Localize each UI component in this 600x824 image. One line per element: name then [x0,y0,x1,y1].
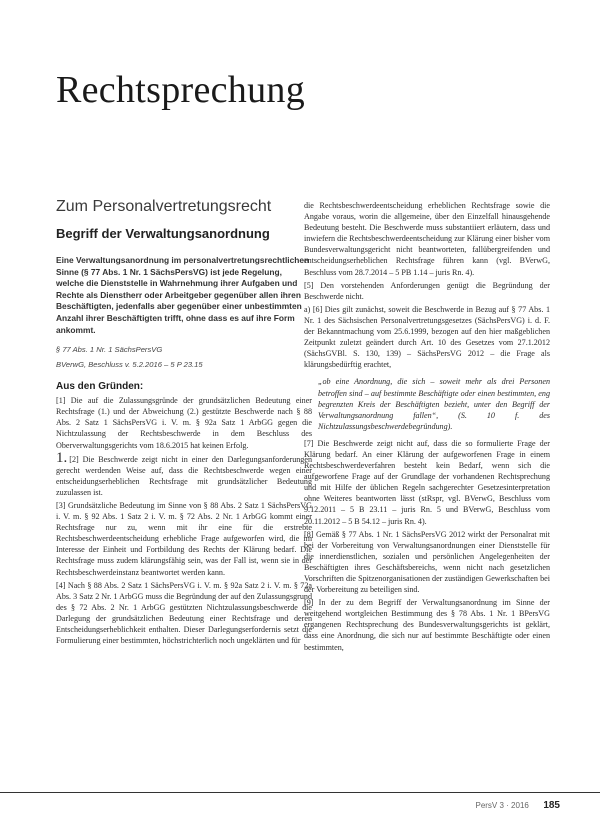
left-column [56,198,312,648]
paragraph-6: a) [6] Dies gilt zunächst, soweit die Beschwerde in Bezug auf § 77 Abs. 1 Nr. 1 des Sächsischen Personalvertretungsgesetzes (SächsPersVG) i. d. F. der Bekanntmachung vom 25.6.1999, bezogen auf den hier maßgeblichen Zeitpunkt zuletzt geändert durch Art. 10 des Gesetzes vom 27.1.2012 (SächsGVBl. S. 130, 139) – SächsPersVG 2012 – die Frage als klärungsbedürftig erachtet, [304,304,550,370]
court-reference: BVerwG, Beschluss v. 5.2.2016 – 5 P 23.15 [56,360,203,370]
paragraph-2-text: [2] Die Beschwerde zeigt nicht in einer den Darlegungsanforderungen gerecht werdenden Weise auf, dass die Rechtsbeschwerde wegen einer entscheidungserheblichen Rechtsfrage mit grundsätzlicher Bedeutung zuzulassen ist. [56,454,312,497]
paragraph-4: [4] Nach § 88 Abs. 2 Satz 1 SächsPersVG i. V. m. § 92a Satz 2 i. V. m. § 72a Abs. 3 Satz 2 Nr. 1 ArbGG muss die Begründung der auf den Zulassungsgrund des § 72 Abs. 2 Nr. 1 ArbGG gestützten Nichtzulassungsbeschwerde die Darlegung der grundsätzlichen Bedeutung einer Rechtsfrage und deren Entscheidungserheblichkeit enthalten. Dieser Darlegungserfordernis setzt die Formulierung einer bestimmten, höchstrichterlich noch ungeklärten und für [56,580,312,646]
section-title: Zum Personalvertretungsrecht [56,198,272,215]
reasons-heading: Aus den Gründen: [56,381,144,393]
headnote: Eine Verwaltungsanordnung im personalvertretungsrechtlichen Sinne (§ 77 Abs. 1 Nr. 1 SächsPersVG) ist jede Regelung, welche die Dienststelle in Wahrnehmung ihrer Aufgaben und Rechte als Dienstherr oder Arbeitgeber gegenüber allen ihren Beschäftigten, jedenfalls aber gegenüber einer unbestimmten Anzahl ihrer Beschäftigten trifft, ohne dass es auf ihre Form ankommt. [56,255,310,335]
page-title: Rechtsprechung [56,69,306,111]
journal-issue: PersV 3 · 2016 [475,801,529,810]
quoted-question: „ob eine Anordnung, die sich – soweit mehr als drei Personen betroffen sind – auf bestimmte Beschäftigte oder einen bestimmten, eng begrenzten Kreis der Beschäftigten bezieht, unter den Begriff der Verwaltungsanordnung fallen“, (S. 10 f. des Nichtzulassungsbeschwerdebegründung). [318,377,550,431]
paragraph-2 [56,449,312,498]
page-footer [475,795,560,813]
page-number: 185 [543,800,560,811]
section-number: 1. [56,449,68,466]
footer-rule [0,792,600,793]
law-reference: § 77 Abs. 1 Nr. 1 SächsPersVG [56,345,163,355]
paragraph-4-continued: die Rechtsbeschwerdeentscheidung erheblichen Rechtsfrage sowie die Angabe voraus, worin die allgemeine, über den Einzelfall hinausgehende Bedeutung besteht. Die Beschwerde muss substantiiert erläutern, dass und inwiefern die Rechtsbeschwerdeentscheidung zur Klärung einer bisher vom Bundesverwaltungsgericht nicht beantworteten, fallübergreifenden und entscheidungserheblichen Rechtsfrage führen kann (vgl. BVerwG, Beschluss vom 28.7.2014 – 5 PB 1.14 – juris Rn. 4). [304,201,550,277]
paragraph-3: [3] Grundsätzliche Bedeutung im Sinne von § 88 Abs. 2 Satz 1 SächsPersVG i. V. m. § 92 Abs. 1 Satz 2 i. V. m. § 72 Abs. 2 Nr. 1 ArbGG kommt einer Rechtsfrage nur zu, wenn mit ihr eine für die erstrebte Rechtsbeschwerdeentscheidung erhebliche Frage aufgeworfen wird, die im Interesse der Einheit und Fortbildung des Rechts der Klärung bedarf. Die Rechtsfrage muss zudem klärungsfähig sein, was der Fall ist, wenn sie in der Rechtsbeschwerdeinstanz beantwortet werden kann. [56,501,312,577]
paragraph-9: [9] In der zu dem Begriff der Verwaltungsanordnung im Sinne der weitgehend wortgleichen Bestimmung des § 78 Abs. 1 Nr. 1 BPersVG ergangenen Rechtsprechung des Bundesverwaltungsgerichts ist geklärt, dass eine Anordnung, die sich nur auf bestimmte Beschäftigte oder einen bestimmten, [304,598,550,652]
paragraph-1: [1] Die auf die Zulassungsgründe der grundsätzlichen Bedeutung einer Rechtsfrage (1.) und der Abweichung (2.) gestützte Beschwerde nach § 88 Abs. 2 Satz 1 SächsPersVG i. V. m. § 92a Satz 1 ArbGG gegen die Nichtzulassung der Rechtsbeschwerde in dem Beschluss des Oberverwaltungsgerichts vom 18.6.2015 hat keinen Erfolg. [56,396,312,450]
paragraph-7: [7] Die Beschwerde zeigt nicht auf, dass die so formulierte Frage der Klärung bedarf. An einer Klärung der aufgeworfenen Frage in einem Rechtsbeschwerdeverfahren besteht kein Bedarf, wenn sich die aufgeworfene Frage auf der Grundlage der vorhandenen Rechtsprechung und mit Hilfe der üblichen Regeln sachgerechter Gesetzesinterpretation ohne Weiteres beantworten lässt (stRspr, vgl. BVerwG, Beschluss vom 9.12.2011 – 5 B 23.11 – juris Rn. 5 und BVerwG, Beschluss vom 20.11.2012 – 5 B 54.12 – juris Rn. 4). [304,438,550,526]
article-heading: Begriff der Verwaltungsanordnung [56,226,270,241]
right-column [304,200,550,655]
paragraph-5: [5] Den vorstehenden Anforderungen genügt die Begründung der Beschwerde nicht. [304,280,550,301]
paragraph-8: [8] Gemäß § 77 Abs. 1 Nr. 1 SächsPersVG 2012 wirkt der Personalrat mit bei der Vorbereitung von Verwaltungsanordnungen einer Dienststelle für die innerdienstlichen, sozialen und persönlichen Angelegenheiten der Beschäftigten ihres Geschäftsbereichs, wenn nicht nach gesetzlichen Vorschriften die Spitzenorganisationen der zuständigen Gewerkschaften bei der Vorbereitung zu beteiligen sind. [304,529,550,595]
